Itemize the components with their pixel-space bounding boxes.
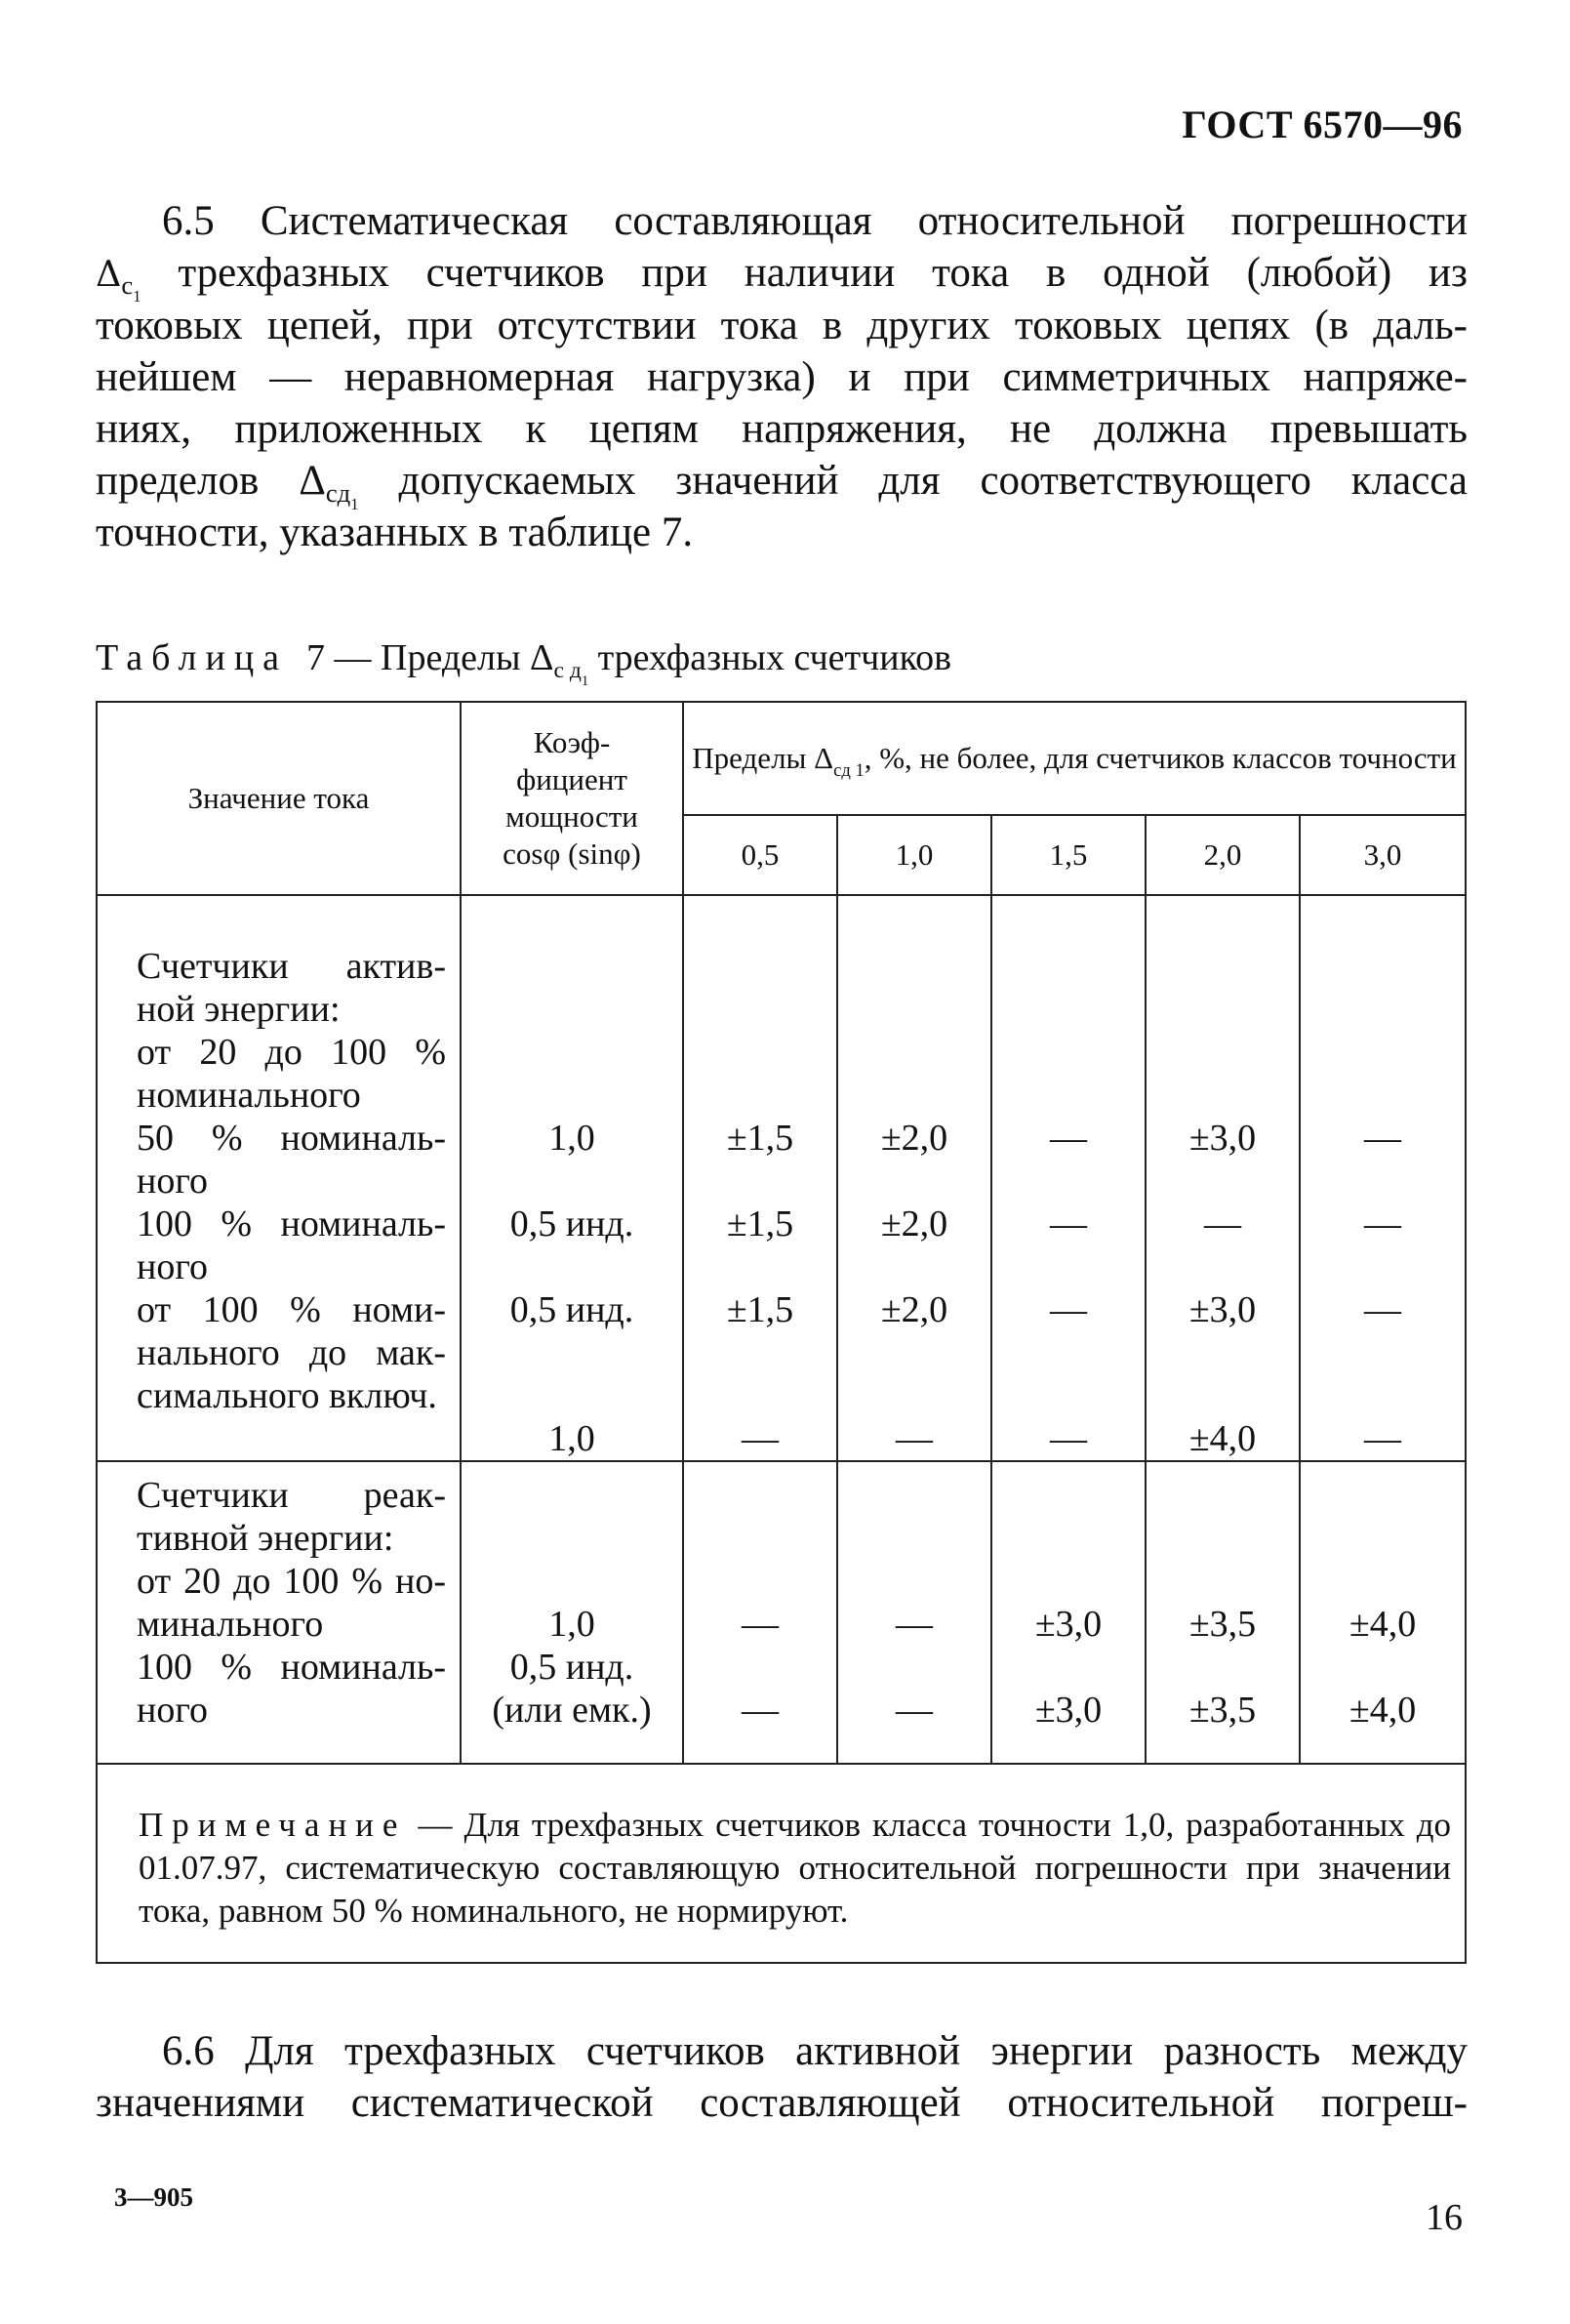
note-text: — Для трехфазных счетчиков класса точности 1,0, разработанных до 01.07.97, систематическую составляющую относительной погрешности при значении тока, равном 50 % номинального, не нормируют. [139,1806,1452,1930]
table-caption: Таблица 7 — Пределы $\Delta_{с д_1}$ трехфазных счетчиков [96,637,952,689]
active-coef-cell: 1,0 0,5 инд. 0,5 инд. 1,0 [461,895,683,1461]
active-class-1-0-cell: ±2,0 ±2,0 ±2,0 — [837,895,991,1461]
active-class-0-5-cell: ±1,5 ±1,5 ±1,5 — [683,895,837,1461]
reactive-class-1-5-cell: ±3,0 ±3,0 [991,1461,1146,1764]
header-class-2-0: 2,0 [1146,815,1300,895]
p65-line-1: 6.5 Систематическая составляющая относительной погрешности [162,198,1468,244]
note-word: Примечание [139,1806,407,1844]
p65-line-4: нейшем — неравномерная нагрузка) и при симметричных напряже- [96,354,1468,400]
header-limits: Пределы $\Delta_{сд 1}$, %, не более, для счетчиков классов точности [683,702,1466,815]
reactive-coef-cell: 1,0 0,5 инд. (или емк.) [461,1461,683,1764]
header-current: Значение тока [97,702,461,895]
reactive-class-3-0-cell: ±4,0 ±4,0 [1300,1461,1466,1764]
document-code: ГОСТ 6570—96 [1182,102,1463,146]
paragraph-6-5 [96,195,1468,558]
table-note-row [97,1764,1466,1963]
page-number: 16 [1426,2197,1463,2238]
table-row-active [97,895,1466,1461]
table-note [97,1764,1466,1963]
reactive-current-cell: Счетчики реак- тивной энергии: от 20 до 100 % но- минального 100 % номиналь- ного [97,1461,461,1764]
limits-table [96,701,1467,1964]
paragraph-6-6 [96,2025,1468,2129]
footer-code: 3—905 [114,2182,193,2212]
table-caption-word: Таблица [96,637,289,678]
p65-line-2: $\Delta_{с_1}$ трехфазных счетчиков при наличии тока в одной (любой) из [96,250,1468,306]
active-class-3-0-cell: — — — — [1300,895,1466,1461]
p65-line-7: точности, указанных в таблице 7. [96,510,694,555]
table-row-reactive [97,1461,1466,1764]
active-current-cell: Счетчики актив- ной энергии: от 20 до 100 % номинального 50 % номиналь- ного 100 % номиналь- ного от 100 % номи- нального до мак- симального включ. [97,895,461,1461]
header-class-3-0: 3,0 [1300,815,1466,895]
reactive-class-1-0-cell: — — [837,1461,991,1764]
active-class-1-5-cell: — — — — [991,895,1146,1461]
header-class-1-5: 1,5 [991,815,1146,895]
p65-line-3: токовых цепей, при отсутствии тока в других токовых цепях (в даль- [96,303,1468,348]
active-class-2-0-cell: ±3,0 — ±3,0 ±4,0 [1146,895,1300,1461]
p65-line-5: ниях, приложенных к цепям напряжения, не должна превышать [96,406,1468,452]
header-coef: Коэф- фициент мощности cosφ (sinφ) [461,702,683,895]
reactive-class-2-0-cell: ±3,5 ±3,5 [1146,1461,1300,1764]
p66-line-1: 6.6 Для трехфазных счетчиков активной энергии разность между [162,2028,1468,2074]
p66-line-2: значениями систематической составляющей относительной погреш- [96,2080,1468,2126]
header-class-0-5: 0,5 [683,815,837,895]
p65-line-6: пределов $\Delta_{сд_1}$ допускаемых значений для соответствующего класса [96,458,1468,513]
reactive-class-0-5-cell: — — [683,1461,837,1764]
header-class-1-0: 1,0 [837,815,991,895]
